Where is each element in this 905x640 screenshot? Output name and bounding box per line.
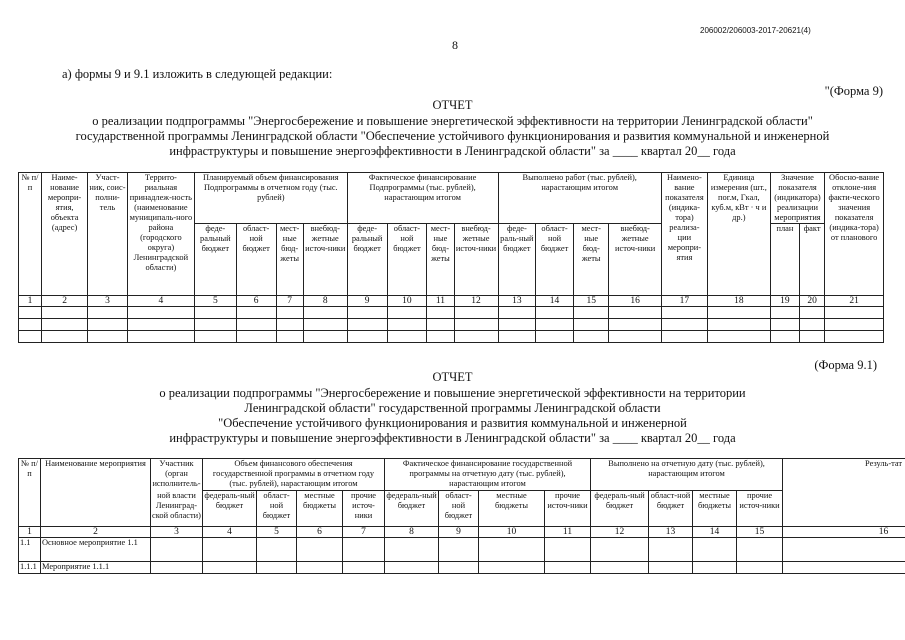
- subheader-federal: федераль-ный бюджет: [591, 491, 649, 527]
- subheader-extrabudget: внебюд-жетные источ-ники: [609, 224, 661, 296]
- col-header-participant: Участник (орган исполнитель-: [151, 459, 203, 491]
- subheader-federal: феде-ральный бюджет: [347, 224, 387, 296]
- column-number: 13: [498, 296, 536, 307]
- column-number: 16: [783, 527, 905, 538]
- column-number: 6: [236, 296, 276, 307]
- form-9-label: "(Форма 9): [824, 84, 883, 98]
- col-header-indicator-value: Значение показателя (индикатора) реализации мероприятия: [770, 173, 824, 224]
- column-number: 8: [385, 527, 439, 538]
- subheader-federal: федераль-ный бюджет: [203, 491, 257, 527]
- col-header-done: Выполнено на отчетную дату (тыс. рублей), нарастающим итогом: [591, 459, 783, 491]
- column-number: 12: [591, 527, 649, 538]
- row-activity-name: Мероприятие 1.1.1: [41, 562, 151, 574]
- column-number: 11: [545, 527, 591, 538]
- table-row: [19, 331, 884, 343]
- row-number: 1.1.1: [19, 562, 41, 574]
- form-9-subtitle-1: о реализации подпрограммы "Энергосбережение и повышение энергетической эффективности на территории Ленинградской области": [92, 114, 813, 128]
- column-number: 10: [479, 527, 545, 538]
- col-header-actual-financing: Фактическое финансирование государственной программы на отчетную дату (тыс. рублей), нарастающим итогом: [385, 459, 591, 491]
- column-number: 15: [737, 527, 783, 538]
- col-header-number: № п/п: [19, 173, 42, 296]
- col-header-territory: Террито-риальная принадлеж-ность (наименование муниципаль-ного района (городского округа) Ленинградской области): [127, 173, 194, 296]
- subheader-other: прочие источ-ники: [737, 491, 783, 527]
- col-header-actual-financing: Фактическое финансирование Подпрограммы (тыс. рублей), нарастающим итогом: [347, 173, 498, 224]
- column-number: 9: [439, 527, 479, 538]
- column-number: 16: [609, 296, 661, 307]
- form-9-title: ОТЧЕТ: [432, 98, 473, 112]
- column-number: 12: [454, 296, 498, 307]
- subheader-fact: факт: [800, 224, 825, 296]
- column-number: 4: [127, 296, 194, 307]
- column-number: 9: [347, 296, 387, 307]
- subheader-local: местные бюджеты: [297, 491, 343, 527]
- column-number: 2: [42, 296, 88, 307]
- column-number: 7: [276, 296, 303, 307]
- form-9-1-subtitle-3: "Обеспечение устойчивого функционирования и развития коммунальной и инженерной: [218, 416, 687, 430]
- col-header-planned-financing: Планируемый объем финансирования Подпрограммы в отчетном году (тыс. рублей): [194, 173, 347, 224]
- col-header-works-done: Выполнено работ (тыс. рублей), нарастающим итогом: [498, 173, 661, 224]
- column-number: 1: [19, 527, 41, 538]
- subheader-regional: област-ной бюджет: [257, 491, 297, 527]
- column-number: 14: [536, 296, 574, 307]
- col-header-financing-volume: Объем финансового обеспечения государственной программы в отчетном году (тыс. рублей), нарастающим итогом: [203, 459, 385, 491]
- table-row: [19, 307, 884, 319]
- col-header-indicator-name: Наимено-вание показателя (индика-тора) реализа-ции меропри-ятия: [661, 173, 707, 296]
- subheader-other: прочие источ-ники: [343, 491, 385, 527]
- subheader-local: местные бюджеты: [693, 491, 737, 527]
- column-number: 11: [427, 296, 454, 307]
- column-number: 15: [573, 296, 609, 307]
- column-number: 5: [257, 527, 297, 538]
- subheader-local: мест-ные бюд-жеты: [573, 224, 609, 296]
- form-9-1-label: (Форма 9.1): [814, 358, 877, 372]
- column-number: 20: [800, 296, 825, 307]
- subheader-local: мест-ные бюд-жеты: [276, 224, 303, 296]
- subheader-federal: феде-раль-ный бюджет: [498, 224, 536, 296]
- column-number: 4: [203, 527, 257, 538]
- page-number: 8: [452, 38, 458, 52]
- document-id: 206002/206003-2017-20621(4): [700, 26, 811, 35]
- column-number: 7: [343, 527, 385, 538]
- subheader-local: местные бюджеты: [479, 491, 545, 527]
- subheader-extrabudget: внебюд-жетные источ-ники: [303, 224, 347, 296]
- col-header-participant: Участ-ник, соис-полни-тель: [88, 173, 128, 296]
- subheader-plan: план: [770, 224, 799, 296]
- col-header-number: № п/п: [19, 459, 41, 527]
- column-number: 6: [297, 527, 343, 538]
- column-number: 13: [649, 527, 693, 538]
- subheader-local: мест-ные бюд-жеты: [427, 224, 454, 296]
- col-header-name: Наиме-нование меропри-ятия, объекта (адрес): [42, 173, 88, 296]
- table-row: [19, 562, 905, 574]
- row-number: 1.1: [19, 538, 41, 562]
- subheader-regional: област-ной бюджет: [649, 491, 693, 527]
- column-number: 14: [693, 527, 737, 538]
- subheader-federal: феде-ральный бюджет: [194, 224, 236, 296]
- form-9-subtitle-2: государственной программы Ленинградской области "Обеспечение устойчивого функционирования и развития коммунальной и инженерной: [75, 129, 830, 143]
- col-header-result: Резуль-тат: [783, 459, 905, 527]
- column-number: 10: [387, 296, 427, 307]
- subheader-extrabudget: внебюд-жетные источ-ники: [454, 224, 498, 296]
- subheader-regional: област-ной бюджет: [387, 224, 427, 296]
- form-9-1-table: [18, 458, 905, 574]
- subheader-other: прочие источ-ники: [545, 491, 591, 527]
- column-number: 5: [194, 296, 236, 307]
- subheader-regional: област-ной бюджет: [536, 224, 574, 296]
- table-row: [19, 319, 884, 331]
- column-number: 8: [303, 296, 347, 307]
- subheader-federal: федераль-ный бюджет: [385, 491, 439, 527]
- form-9-subtitle-3: инфраструктуры и повышение энергоэффективности в Ленинградской области" за ____ квартал 20__ года: [169, 144, 736, 158]
- column-number: 19: [770, 296, 799, 307]
- column-number: 17: [661, 296, 707, 307]
- form-9-1-subtitle-4: инфраструктуры и повышение энергоэффективности в Ленинградской области" за ____ квартал 20__ года: [169, 431, 736, 445]
- column-number: 1: [19, 296, 42, 307]
- intro-text: а) формы 9 и 9.1 изложить в следующей редакции:: [62, 67, 333, 81]
- col-header-unit: Единица измерения (шт., пог.м, Гкал, куб.м, кВт · ч и др.): [707, 173, 770, 296]
- form-9-table: [18, 172, 884, 343]
- column-number: 2: [41, 527, 151, 538]
- column-number: 3: [151, 527, 203, 538]
- form-9-1-title: ОТЧЕТ: [432, 370, 473, 384]
- subheader-regional: област-ной бюджет: [439, 491, 479, 527]
- col-header-participant-cont: ной власти Ленинград-ской области): [151, 491, 203, 527]
- column-number: 18: [707, 296, 770, 307]
- form-9-1-subtitle-2: Ленинградской области" государственной программы Ленинградской области: [244, 401, 661, 415]
- col-header-activity: Наименование мероприятия: [41, 459, 151, 527]
- row-activity-name: Основное мероприятие 1.1: [41, 538, 151, 562]
- table-row: [19, 538, 905, 562]
- subheader-regional: област-ной бюджет: [236, 224, 276, 296]
- column-number: 21: [825, 296, 884, 307]
- column-number: 3: [88, 296, 128, 307]
- form-9-1-subtitle-1: о реализации подпрограммы "Энергосбережение и повышение энергетической эффективности на территории: [159, 386, 746, 400]
- col-header-deviation-reason: Обосно-вание отклоне-ния факти-ческого значения показателя (индика-тора) от планового: [825, 173, 884, 296]
